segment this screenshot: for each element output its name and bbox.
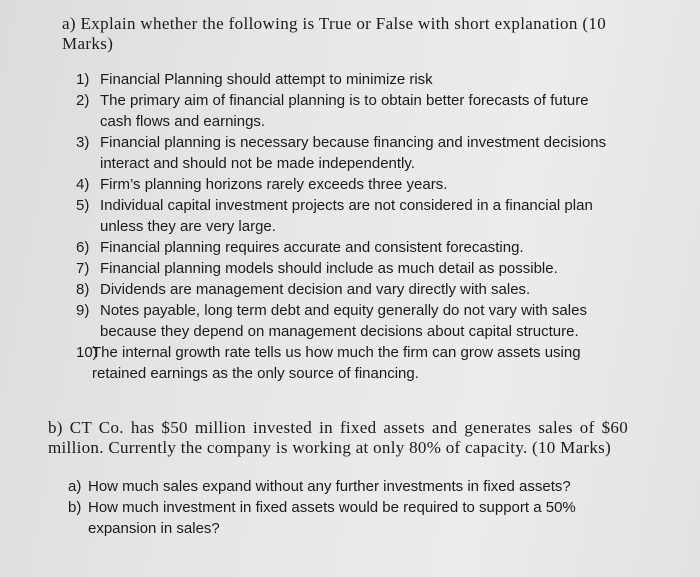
statement-text: Financial planning requires accurate and consistent forecasting. <box>100 239 524 256</box>
statement-text: The internal growth rate tells us how much the firm can grow assets using retained earnings as the only source of financing. <box>92 344 581 382</box>
statement-number: 6) <box>76 239 90 256</box>
subquestion-item <box>68 476 628 497</box>
statement-text: Firm’s planning horizons rarely exceeds three years. <box>100 176 448 193</box>
statement-number: 2) <box>76 92 90 109</box>
statement-item <box>76 69 624 90</box>
statement-item <box>76 132 624 174</box>
statement-text: Dividends are management decision and vary directly with sales. <box>100 281 531 298</box>
statement-item <box>76 90 624 132</box>
statement-text: Notes payable, long term debt and equity generally do not vary with sales because they depend on management decisions about capital structure. <box>100 302 587 340</box>
statement-number: 7) <box>76 260 90 277</box>
statement-item <box>76 195 624 237</box>
statement-item <box>76 237 624 258</box>
statement-item <box>76 300 624 342</box>
subquestions-list <box>68 476 628 539</box>
statement-item <box>76 174 624 195</box>
statement-number: 1) <box>76 71 90 88</box>
subquestion-letter: a) <box>68 478 82 495</box>
question-b-prompt: b) CT Co. has $50 million invested in fixed assets and generates sales of $60 million. Currently the company is working at only 80% of capacity. (10 Marks) <box>48 418 628 457</box>
subquestion-text: How much sales expand without any further investments in fixed assets? <box>88 478 571 495</box>
statement-item <box>76 279 624 300</box>
statement-text: Individual capital investment projects are not considered in a financial plan unless they are very large. <box>100 197 593 235</box>
question-a-prompt: a) Explain whether the following is True or False with short explanation (10 Marks) <box>62 14 607 53</box>
statement-text: Financial planning is necessary because financing and investment decisions interact and should not be made independently. <box>100 134 607 172</box>
true-false-statements-list <box>76 69 624 384</box>
statement-number: 4) <box>76 176 90 193</box>
statement-number: 10) <box>76 344 98 361</box>
statement-item <box>76 258 624 279</box>
statement-text: Financial planning models should include as much detail as possible. <box>100 260 558 277</box>
statement-number: 9) <box>76 302 90 319</box>
subquestion-text: How much investment in fixed assets would be required to support a 50% expansion in sales? <box>88 499 576 537</box>
statement-item <box>76 342 624 384</box>
statement-text: Financial Planning should attempt to minimize risk <box>100 71 433 88</box>
subquestion-letter: b) <box>68 499 82 516</box>
subquestion-item <box>68 497 628 539</box>
statement-number: 3) <box>76 134 90 151</box>
statement-number: 8) <box>76 281 90 298</box>
statement-text: The primary aim of financial planning is to obtain better forecasts of future cash flows and earnings. <box>100 92 589 130</box>
statement-number: 5) <box>76 197 90 214</box>
